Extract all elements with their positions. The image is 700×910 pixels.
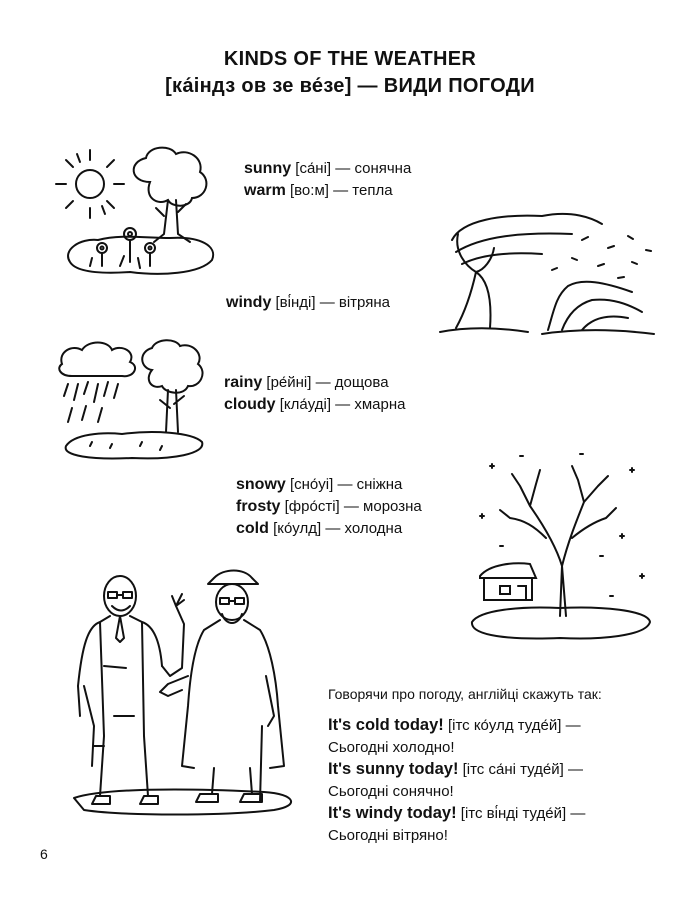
vocab-dash: —	[315, 374, 331, 391]
vocab-row-rainy	[224, 372, 405, 394]
page-title	[0, 46, 700, 100]
vocab-sunny-warm	[244, 158, 411, 202]
two-gentlemen-illustration	[64, 566, 304, 816]
vocab-en: cloudy	[224, 396, 276, 413]
vocab-transcription: [ре́йні]	[266, 374, 312, 391]
vocab-en: warm	[244, 182, 286, 199]
phrase-transcription: [ітс ко́улд туде́й] —	[447, 717, 581, 734]
phrase-cold	[328, 714, 658, 737]
vocab-ua: сніжна	[356, 476, 403, 493]
vocab-ua: морозна	[363, 498, 422, 515]
windy-trees-illustration	[432, 200, 662, 340]
vocab-dash: —	[325, 520, 341, 537]
vocab-en: cold	[236, 520, 269, 537]
snowy-tree-house-illustration	[460, 446, 660, 646]
vocab-row-snowy	[236, 474, 422, 496]
phrases-block	[328, 684, 658, 846]
vocab-windy	[226, 292, 390, 314]
vocab-transcription: [сно́уі]	[289, 476, 334, 493]
phrase-ua: Сьогодні вітряно!	[328, 827, 448, 844]
vocab-dash: —	[319, 294, 335, 311]
vocab-en: sunny	[244, 160, 292, 177]
vocab-row-cold	[236, 518, 422, 540]
vocab-en: windy	[226, 294, 272, 311]
phrase-en: It's sunny today!	[328, 760, 459, 778]
vocab-transcription: [кла́уді]	[279, 396, 331, 413]
vocab-row-sunny	[244, 158, 411, 180]
vocab-row-frosty	[236, 496, 422, 518]
vocab-transcription: [ві́нді]	[275, 294, 316, 311]
page-number: 6	[40, 846, 48, 862]
vocab-rainy-cloudy	[224, 372, 405, 416]
vocab-dash: —	[335, 160, 351, 177]
vocab-ua: вітряна	[338, 294, 390, 311]
vocab-dash: —	[335, 396, 351, 413]
vocab-ua: тепла	[352, 182, 393, 199]
vocab-transcription: [фро́сті]	[284, 498, 340, 515]
vocab-en: frosty	[236, 498, 281, 515]
title-line-english: KINDS OF THE WEATHER	[223, 48, 477, 70]
phrase-ua: Сьогодні сонячно!	[328, 783, 454, 800]
vocab-transcription: [ко́улд]	[273, 520, 322, 537]
vocab-row-warm	[244, 180, 411, 202]
phrase-ua: Сьогодні холодно!	[328, 739, 455, 756]
sun-tree-flowers-illustration	[50, 142, 230, 282]
vocab-ua: холодна	[344, 520, 403, 537]
vocab-dash: —	[333, 182, 349, 199]
vocab-dash: —	[343, 498, 359, 515]
vocab-ua: хмарна	[354, 396, 406, 413]
phrase-en: It's cold today!	[328, 716, 444, 734]
rain-cloud-tree-illustration	[52, 338, 212, 468]
vocab-snowy-frosty-cold	[236, 474, 422, 540]
vocab-ua: дощова	[334, 374, 389, 391]
vocab-transcription: [во:м]	[289, 182, 329, 199]
phrase-transcription: [ітс ві́нді туде́й] —	[460, 805, 586, 822]
vocab-transcription: [са́ні]	[295, 160, 332, 177]
phrase-transcription: [ітс са́ні туде́й] —	[462, 761, 583, 778]
vocab-row-windy	[226, 292, 390, 314]
vocab-en: snowy	[236, 476, 286, 493]
phrases-intro: Говорячи про погоду, англійці скажуть так:	[328, 686, 602, 702]
phrase-sunny	[328, 758, 658, 781]
phrase-windy	[328, 802, 658, 825]
vocab-row-cloudy	[224, 394, 405, 416]
phrase-en: It's windy today!	[328, 804, 457, 822]
title-line-ukrainian: [ка́індз ов зе ве́зе] — ВИДИ ПОГОДИ	[165, 75, 535, 97]
vocab-dash: —	[337, 476, 353, 493]
vocab-en: rainy	[224, 374, 263, 391]
vocab-ua: сонячна	[354, 160, 412, 177]
